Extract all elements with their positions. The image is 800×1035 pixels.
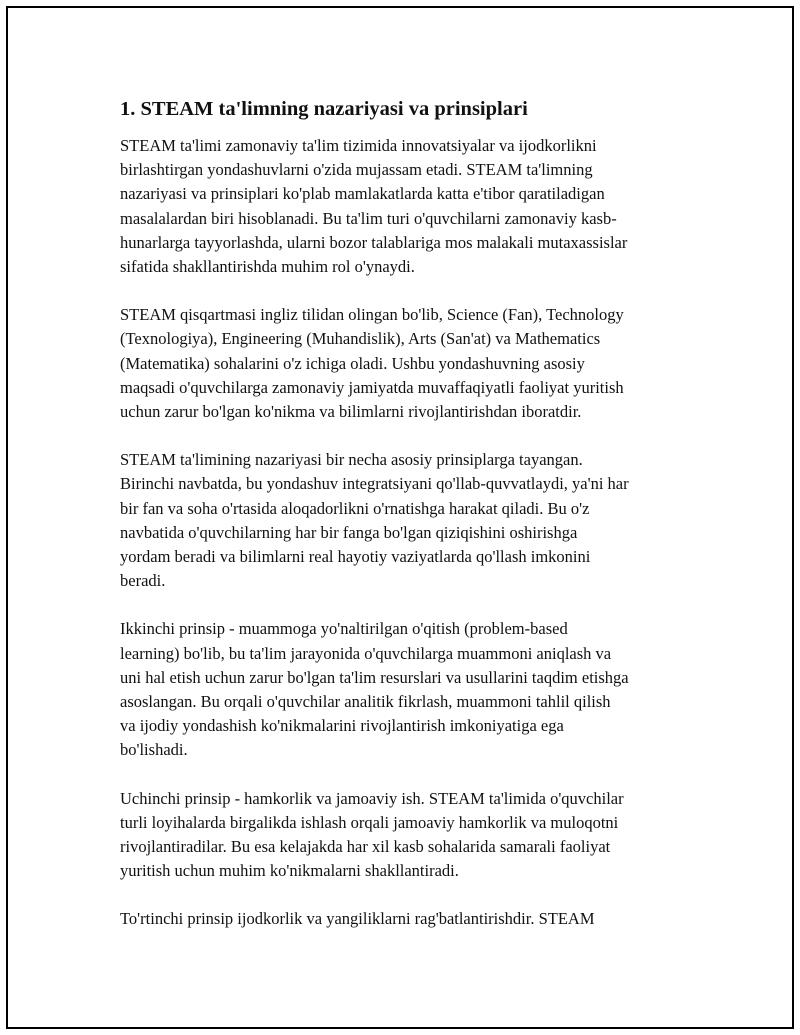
text-line: learning) bo'lib, bu ta'lim jarayonida o'quvchilarga muammoni aniqlash va bbox=[120, 643, 612, 663]
paragraph-first-principle bbox=[120, 448, 698, 593]
text-line: va ijodiy yondashish ko'nikmalarini rivojlantirish imkoniyatiga ega bbox=[120, 716, 564, 736]
section-heading: 1. STEAM ta'limning nazariyasi va prinsiplari bbox=[120, 98, 528, 120]
text-line: STEAM qisqartmasi ingliz tilidan olingan bo'lib, Science (Fan), Technology bbox=[120, 305, 624, 325]
text-line: asoslangan. Bu orqali o'quvchilar analitik fikrlash, muammoni tahlil qilish bbox=[120, 692, 611, 712]
text-line: rivojlantiradilar. Bu esa kelajakda har xil kasb sohalarida samarali faoliyat bbox=[120, 837, 611, 857]
paragraph-intro bbox=[120, 134, 698, 279]
text-line: nazariyasi va prinsiplari ko'plab mamlakatlarda katta e'tibor qaratiladigan bbox=[120, 184, 605, 204]
text-line: (Matematika) sohalarini o'z ichiga oladi. Ushbu yondashuvning asosiy bbox=[120, 353, 585, 373]
text-line: uni hal etish uchun zarur bo'lgan ta'lim resurslari va usullarini taqdim etishga bbox=[120, 667, 629, 687]
text-line: navbatida o'quvchilarning har bir fanga bo'lgan qiziqishini oshirishga bbox=[120, 522, 578, 542]
text-line: Birinchi navbatda, bu yondashuv integratsiyani qo'llab-quvvatlaydi, ya'ni har bbox=[120, 474, 629, 494]
paragraph-acronym bbox=[120, 303, 698, 424]
text-line: yuritish uchun muhim ko'nikmalarni shakllantiradi. bbox=[120, 861, 459, 881]
text-line: birlashtirgan yondashuvlarni o'zida mujassam etadi. STEAM ta'limning bbox=[120, 160, 593, 180]
text-line: Uchinchi prinsip - hamkorlik va jamoaviy ish. STEAM ta'limida o'quvchilar bbox=[120, 788, 624, 808]
paragraph-second-principle bbox=[120, 617, 698, 762]
document-body bbox=[120, 96, 698, 956]
page-frame bbox=[6, 6, 794, 1029]
text-line: uchun zarur bo'lgan ko'nikma va bilimlarni rivojlantirishdan iboratdir. bbox=[120, 402, 582, 422]
text-line: Ikkinchi prinsip - muammoga yo'naltirilgan o'qitish (problem-based bbox=[120, 619, 568, 639]
text-line: turli loyihalarda birgalikda ishlash orqali jamoaviy hamkorlik va muloqotni bbox=[120, 812, 619, 832]
text-line: beradi. bbox=[120, 571, 166, 591]
text-line: STEAM ta'limi zamonaviy ta'lim tizimida innovatsiyalar va ijodkorlikni bbox=[120, 136, 597, 155]
text-line: To'rtinchi prinsip ijodkorlik va yangiliklarni rag'batlantirishdir. STEAM bbox=[120, 909, 595, 929]
text-line: hunarlarga tayyorlashda, ularni bozor talablariga mos malakali mutaxassislar bbox=[120, 232, 628, 252]
text-line: bir fan va soha o'rtasida aloqadorlikni o'rnatishga harakat qiladi. Bu o'z bbox=[120, 498, 590, 518]
paragraph-third-principle bbox=[120, 787, 698, 884]
text-line: (Texnologiya), Engineering (Muhandislik), Arts (San'at) va Mathematics bbox=[120, 329, 601, 349]
text-line: maqsadi o'quvchilarga zamonaviy jamiyatda muvaffaqiyatli faoliyat yuritish bbox=[120, 377, 624, 397]
paragraph-fourth-principle bbox=[120, 907, 698, 931]
text-line: sifatida shakllantirishda muhim rol o'ynaydi. bbox=[120, 257, 415, 277]
text-line: STEAM ta'limining nazariyasi bir necha asosiy prinsiplarga tayangan. bbox=[120, 450, 583, 470]
text-line: bo'lishadi. bbox=[120, 740, 188, 760]
text-line: yordam beradi va bilimlarni real hayotiy vaziyatlarda qo'llash imkonini bbox=[120, 547, 591, 567]
text-line: masalalardan biri hisoblanadi. Bu ta'lim turi o'quvchilarni zamonaviy kasb- bbox=[120, 208, 617, 228]
